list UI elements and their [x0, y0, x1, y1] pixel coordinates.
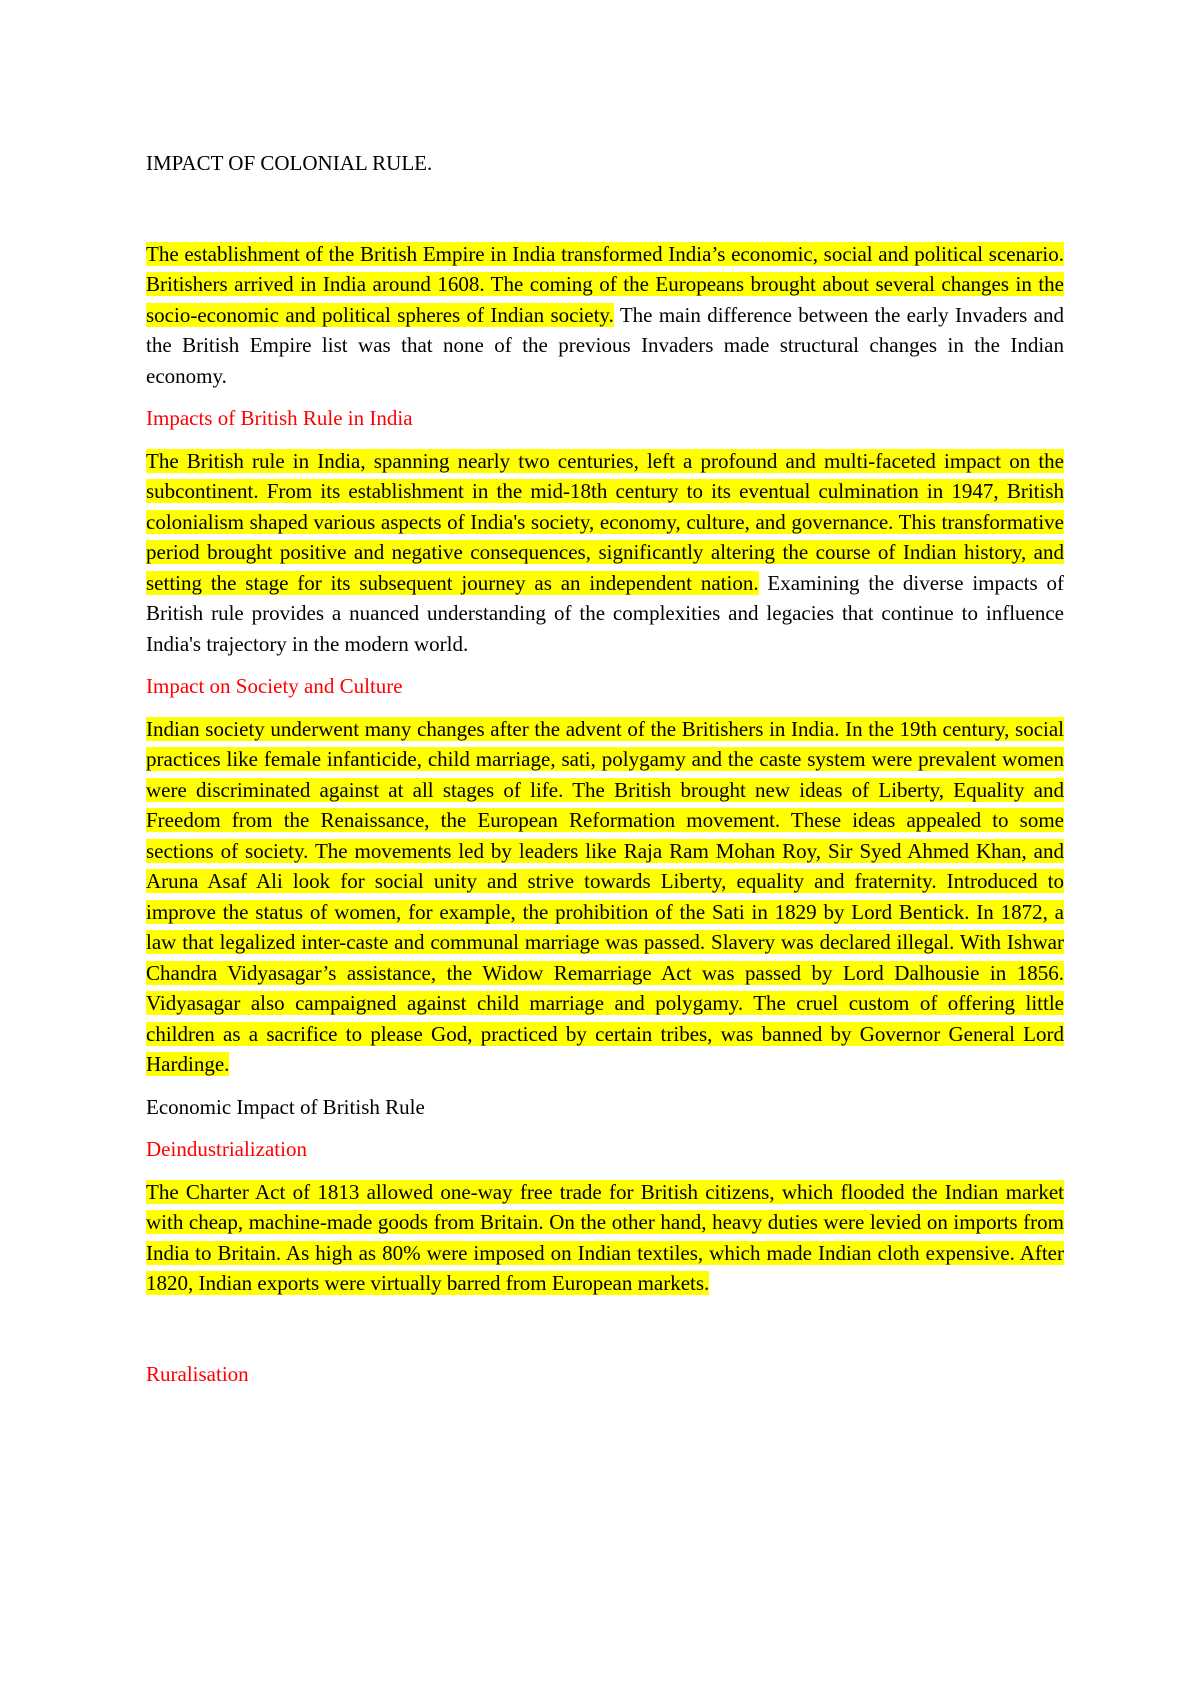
- spacer: [146, 1311, 1064, 1359]
- heading-impacts: Impacts of British Rule in India: [146, 406, 413, 430]
- heading-ruralisation: Ruralisation: [146, 1361, 249, 1386]
- society-paragraph: [146, 714, 1064, 1080]
- impacts-plain-text: Examining the diverse impacts of British rule provides a nuanced understanding of the complexities and legacies that continue to influence India's trajectory in the modern world.: [146, 570, 1064, 656]
- heading-society: Impact on Society and Culture: [146, 674, 403, 698]
- intro-paragraph: [146, 239, 1064, 392]
- document-title: IMPACT OF COLONIAL RULE.: [146, 151, 433, 175]
- deindustrialization-paragraph: [146, 1177, 1064, 1299]
- heading-deindustrialization: Deindustrialization: [146, 1137, 307, 1161]
- society-highlighted-text: Indian society underwent many changes after the advent of the Britishers in India. In the 19th century, social practices like female infanticide, child marriage, sati, polygamy and the caste system were prevalent women were discriminated against at all stages of life. The British brought new ideas of Liberty, Equality and Freedom from the Renaissance, the European Reformation movement. These ideas appealed to some sections of society. The movements led by leaders like Raja Ram Mohan Roy, Sir Syed Ahmed Khan, and Aruna Asaf Ali look for social unity and strive towards Liberty, equality and fraternity. Introduced to improve the status of women, for example, the prohibition of the Sati in 1829 by Lord Bentick. In 1872, a law that legalized inter-caste and communal marriage was passed. Slavery was declared illegal. With Ishwar Chandra Vidyasagar’s assistance, the Widow Remarriage Act was passed by Lord Dalhousie in 1856. Vidyasagar also campaigned against child marriage and polygamy. The cruel custom of offering little children as a sacrifice to please God, practiced by certain tribes, was banned by Governor General Lord Hardinge.: [146, 716, 1064, 1076]
- deindustrialization-highlighted-text: The Charter Act of 1813 allowed one-way free trade for British citizens, which flooded the Indian market with cheap, machine-made goods from Britain. On the other hand, heavy duties were levied on imports from India to Britain. As high as 80% were imposed on Indian textiles, which made Indian cloth expensive. After 1820, Indian exports were virtually barred from European markets.: [146, 1179, 1064, 1295]
- impacts-highlighted-text: The British rule in India, spanning nearly two centuries, left a profound and multi-faceted impact on the subcontinent. From its establishment in the mid-18th century to its eventual culmination in 1947, British colonialism shaped various aspects of India's society, economy, culture, and governance. This transformative period brought positive and negative consequences, significantly altering the course of Indian history, and setting the stage for its subsequent journey as an independent nation.: [146, 448, 1064, 595]
- heading-economic: Economic Impact of British Rule: [146, 1094, 425, 1119]
- intro-plain-text: The main difference between the early Invaders and the British Empire list was that none of the previous Invaders made structural changes in the Indian economy.: [146, 302, 1065, 388]
- impacts-paragraph: [146, 446, 1064, 660]
- document-page: [146, 148, 1064, 1401]
- intro-highlighted-text: The establishment of the British Empire in India transformed India’s economic, social and political scenario. Britishers arrived in India around 1608. The coming of the Europeans brought about several changes in the socio-economic and political spheres of Indian society.: [146, 241, 1064, 327]
